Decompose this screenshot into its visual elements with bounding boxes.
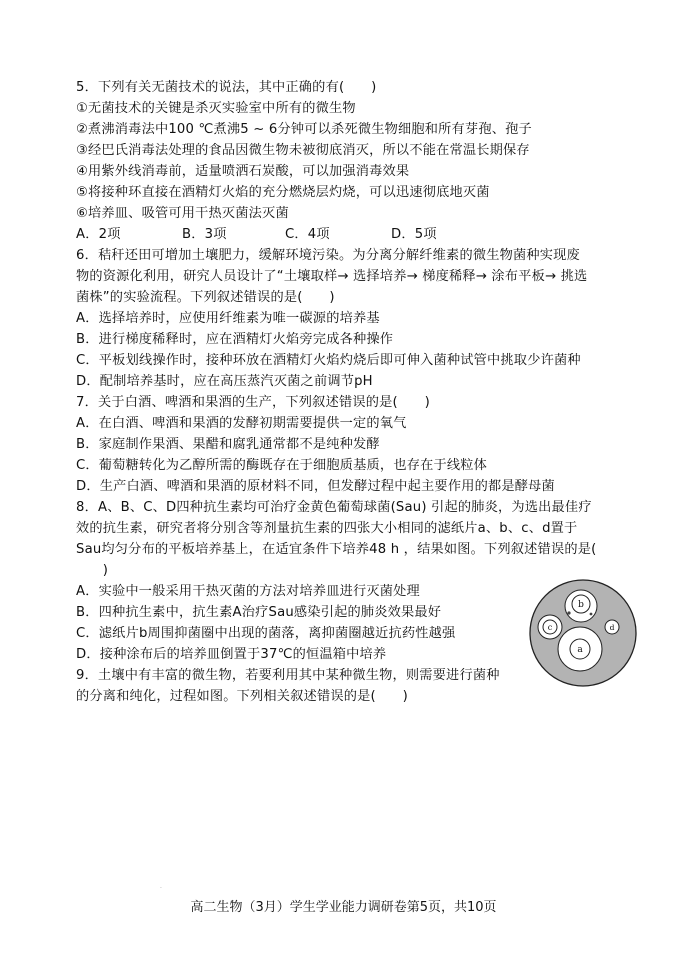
question-8-stem-line-3: Sau均匀分布的平板培养基上，在适宜条件下培养48 h ，结果如图。下列叙述错误的是(	[76, 542, 597, 557]
q7-option-a[interactable]: A．在白酒、啤酒和果酒的发酵初期需要提供一定的氧气	[76, 416, 407, 431]
q7-option-b[interactable]: B．家庭制作果酒、果醋和腐乳通常都不是纯种发酵	[76, 437, 380, 452]
question-9-stem-line-2: 的分离和纯化，过程如图。下列相关叙述错误的是( )	[76, 689, 408, 704]
q5-option-d[interactable]: D．5项	[391, 227, 437, 242]
label-a: a	[577, 645, 583, 655]
q6-option-a[interactable]: A．选择培养时，应使用纤维素为唯一碳源的培养基	[76, 311, 380, 326]
question-8-stem-line-4: )	[76, 563, 109, 578]
q6-option-d[interactable]: D．配制培养基时，应在高压蒸汽灭菌之前调节pH	[76, 374, 373, 389]
petri-dish-figure	[528, 578, 638, 688]
q5-statement-3: ③经巴氏消毒法处理的食品因微生物未被彻底消灭，所以不能在常温长期保存	[76, 143, 530, 158]
q6-option-b[interactable]: B．进行梯度稀释时，应在酒精灯火焰旁完成各种操作	[76, 332, 394, 347]
q5-statement-1: ①无菌技术的关键是杀灭实验室中所有的微生物	[76, 101, 356, 116]
q5-options	[76, 224, 437, 245]
question-9-stem-line-1: 9．土壤中有丰富的微生物，若要利用其中某种微生物，则需要进行菌种	[76, 668, 500, 683]
label-d: d	[609, 623, 615, 632]
q5-statement-6: ⑥培养皿、吸管可用干热灭菌法灭菌	[76, 206, 289, 221]
q8-option-c[interactable]: C．滤纸片b周围抑菌圈中出现的菌落，离抑菌圈越近抗药性越强	[76, 626, 456, 641]
q5-statement-2: ②煮沸消毒法中100 ℃煮沸5 ~ 6分钟可以杀死微生物细胞和所有芽孢、孢子	[76, 122, 532, 137]
q5-option-a[interactable]: A．2项	[76, 227, 121, 242]
q5-statement-5: ⑤将接种环直接在酒精灯火焰的充分燃烧层灼烧，可以迅速彻底地灭菌	[76, 185, 490, 200]
question-7-stem: 7．关于白酒、啤酒和果酒的生产，下列叙述错误的是( )	[76, 395, 430, 410]
q8-option-d[interactable]: D．接种涂布后的培养皿倒置于37℃的恒温箱中培养	[76, 647, 387, 662]
question-6-stem-line-2: 物的资源化利用，研究人员设计了“土壤取样→ 选择培养→ 梯度稀释→ 涂布平板→ 挑选	[76, 269, 588, 284]
page-footer: 高二生物（3月）学生学业能力调研卷第5页，共10页	[190, 900, 497, 915]
q5-statement-4: ④用紫外线消毒前，适量喷洒石炭酸，可以加强消毒效果	[76, 164, 410, 179]
question-8-stem-line-2: 效的抗生素，研究者将分别含等剂量抗生素的四张大小相同的滤纸片a、b、c、d置于	[76, 521, 578, 536]
question-6-stem-line-3: 菌株”的实验流程。下列叙述错误的是( )	[76, 290, 335, 305]
stray-mark: .	[160, 883, 162, 890]
q8-option-a[interactable]: A．实验中一般采用干热灭菌的方法对培养皿进行灭菌处理	[76, 584, 420, 599]
colony	[567, 611, 570, 614]
label-b: b	[578, 600, 584, 610]
q6-option-c[interactable]: C．平板划线操作时，接种环放在酒精灯火焰灼烧后即可伸入菌种试管中挑取少许菌种	[76, 353, 581, 368]
question-6-stem-line-1: 6．秸秆还田可增加土壤肥力，缓解环境污染。为分离分解纤维素的微生物菌种实现废	[76, 248, 580, 263]
q5-option-b[interactable]: B．3项	[182, 227, 227, 242]
question-5-stem: 5．下列有关无菌技术的说法，其中正确的有( )	[76, 80, 377, 95]
label-c: c	[547, 623, 553, 632]
q7-option-d[interactable]: D．生产白酒、啤酒和果酒的原材料不同，但发酵过程中起主要作用的都是酵母菌	[76, 479, 555, 494]
q7-option-c[interactable]: C．葡萄糖转化为乙醇所需的酶既存在于细胞质基质，也存在于线粒体	[76, 458, 488, 473]
question-8-stem-line-1: 8．A、B、C、D四种抗生素均可治疗金黄色葡萄球菌(Sau) 引起的肺炎，为选出最佳疗	[76, 500, 592, 515]
colony	[590, 613, 593, 616]
q8-option-b[interactable]: B．四种抗生素中，抗生素A治疗Sau感染引起的肺炎效果最好	[76, 605, 442, 620]
q5-option-c[interactable]: C．4项	[285, 227, 330, 242]
